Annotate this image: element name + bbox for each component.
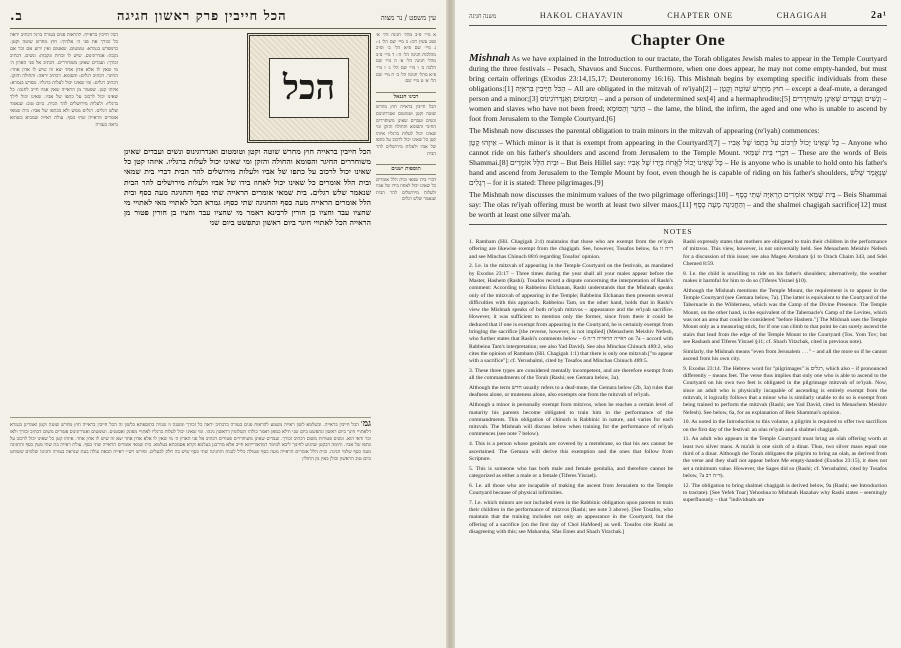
note-3b: Although the term חרש usually refers to a deaf-mute, the Gemara below (2b, 3a) rules that deafness alone, or muteness alone, also exempts one from the mitzvah of re'iyah. [469,385,673,399]
talmud-upper-section [10,33,371,411]
english-header-left: HAKOL CHAYAVIN [539,11,624,20]
note-1: 1. Rambam (Hil. Chagigah 2:4) maintains that those who are exempt from the re'iyah offering are likewise exempt from the chagigah. See, however, Tosafos below, 6a ד״ה זו and see Minchas Chinuch 88:6 regarding Tosafos' opinion. [469,239,673,260]
note-7b: Rashi expressly states that mothers are obligated to train their children in the performance of mitzvos. This view, however, is not universally held. See Menachem Meishiv Nefesh for a discussion of this issue; see also Magen Avraham §1 to Orach Chaim 343, and Sdei Chemed 8:59. [683,239,887,267]
tosafos-lower-section [10,417,371,641]
paragraph-1-text: As we have explained in the Introduction to our tractate, the Torah obligates Jewish males to appear in the Temple Courtyard during the three festivals – Pesach, Shavuos and Succos. Furthermore, when one does appear, he may not come empty-handed, but must bring certain offerings (Exodus 23:14,15,17; Deuteronomy 16:16). This Mishnah begins by exempting specific individuals from these obligations:[1] הַכֹּל חַיָּיבִין בִּרְאִיָּה – All are obligated in the mitzvah of re'iyah[2] – חוּץ מֵחֵרֵשׁ שׁוֹטֶה וְקָטָן – except a deaf-mute, a deranged person and a minor;[3] וְטוּמְטוּם וְאַנְדְּרוֹגִינוֹס – and a person of undetermined sex[4] and a hermaphrodite;[5] וְנָשִׁים וַעֲבָדִים שֶׁאֵינָן מְשׁוּחְרָרִים – women and slaves who have not been freed; הַחִגֵּר וְהַסּוּמָא – the lame, the blind, the infirm, the aged and one who is unable to ascend by foot from Jerusalem to the Temple Courtyard.[6] [469,54,888,123]
ein-mishpat-text: א מיי׳ פ״ב מהל׳ חגיגה הל׳ א׳ סמג עשין רכז: ב מיי׳ שם הל׳ ג׳: ג מיי׳ שם פ״א הל׳ ב׳ ופ״ב מהלכות חגיגה הל׳ ה׳: ד מיי׳ פ״ב מהל׳ חגיגה הל׳ א׳ ה מיי׳ שם הלכה ב׳ ו מיי׳ שם הל׳ ג׳ ז מיי׳ פ״א מהל׳ חגיגה הל׳ ב׳ ח מיי׳ שם הל׳ א׳ ט מיי׳ שם [376,33,436,85]
translation-paragraph-3: אֵיזֶהוּ קָטָן – Which minor is it that is exempt from appearing in the Courtyard?[7] – כָּל שֶׁאֵינוֹ יָכוֹל לִרְכּוֹב עַל כְּתֵפוֹ שֶׁל אָבִיו – Anyone who cannot ride on his father's shoulders and ascend from Jerusalem to the Temple Mount. דִּבְרֵי בֵּית שַׁמַּאי – These are the words of Beis Shammai.[8] וּבֵית הִלֵּל אוֹמְרִים – But Beis Hillel say: כָּל שֶׁאֵינוֹ יָכוֹל לֶאֱחוֹז בְּיָדוֹ שֶׁל אָבִיו – He is anyone who is unable to hold onto his father's hand and ascend from Jerusalem to the Temple Mount by foot, even though he is capable of riding on his father's shoulders, שֶׁנֶּאֱמַר שָׁלֹשׁ רְגָלִים – for it is stated: Three pilgrimages.[9] [469,138,888,187]
english-translation [469,53,887,220]
hebrew-page-header [10,8,436,29]
decorative-opening-word: הכל [269,58,349,118]
rashi-commentary-text: הכל חייבין בראייה. להראות פנים בעזרה ברגל דכתיב יראה כל זכורך את פני ה׳ אלהיך: חוץ מחרש שוטה וקטן. כדמפרש בגמרא: טומטום. שאטום ואין ידוע אם זכר אם נקבה: אנדרוגינוס. שיש לו זכרות ונקבות: ונשים. דכתיב זכורך: ועבדים שאינן משוחררים. דכתיב אל פני האדון ה׳ מי שאין לו אלא אדון אחד יצא זה שיש לו אדון אחר: החיגר. דכתיב רגלים: והסומא. דכתיב יראה: והחולה והזקן. דכתיב רגלים: ומי שאינו יכול לעלות ברגליו. מפרש בגמרא: איזהו קטן. שפטור מן הראייה שאין אביו חייב לחנכו: כל שאינו יכול לרכוב על כתפו של אביו. שאינו יכול לילך ברגליו: ולעלות מירושלים להר הבית. ביום טוב: שנאמר שלש רגלים. רגלים ממש ולא בכתפו של אביו: בית שמאי אומרים הראייה שתי כסף. עולת ראייה שמביא כשהוא נראה בעזרה [10,33,118,128]
hebrew-page-body [10,33,436,645]
note-8c: Similarly, the Mishnah means "even from Jerusalem . . ." – and all the more so if he cannot ascend from his own city. [683,348,887,362]
talmud-main-block [10,33,371,645]
notes-header: NOTES [469,224,887,236]
note-12: 12. The obligation to bring shalmei chagigah is derived below, 9a (Rashi; see Introduction to tractate). [See Yefeh Toar] Yehoshua to Mishnah Hazahav why Rashi states – seemingly superfluously – that "individuals are [683,482,887,504]
note-6: 6. I.e. all those who are incapable of making the ascent from Jerusalem to the Temple Courtyard because of physical infirmities. [469,482,673,496]
note-8b: Although the Mishnah mentions the Temple Mount, the requirement is to appear in the Temple Courtyard (see Gemara below, 7a). [The latter is equivalent to the Courtyard of the Tabernacle in the Wilderness, which was the Camp of the Divine Presence. The Temple Mount, on the other hand, is the equivalent of the Tabernacle's Camp of the Levites, which was not an area that could be considered "before Hashem."] The Mishnah uses the Temple Mount only as a measuring stick, for if one can climb to that point he can surely ascend the stairs that lead from the edge of the Temple Mount to the Courtyard (Tos. Yom Tov; but see Rashash and Tiferes Yisrael §11; cf. Shach Yitzchak, cited in previous note). [683,287,887,345]
rashi-commentary-column [10,33,118,411]
notes-column-right [683,239,887,569]
decorative-opening-word-frame [247,33,371,143]
hebrew-folio: ב. [10,9,23,24]
tosafos-lead-word: גמ׳ [360,419,371,429]
rabbeinu-chananel-text: הכל חייבין בראייה חוץ מחרש שוטה וקטן וטומטום ואנדרוגינוס ונשים ועבדים שאינן משוחררים החיגר והסומא והחולה והזקן ומי שאינו יכול לעלות ברגליו איזהו קטן כל שאינו יכול לרכוב על כתפו של אביו ולעלות מירושלים להר הבית [376,105,436,157]
note-9: 9. Exodus 23:14. The Hebrew word for "pilgrimages" is רגלים, which also – if pronounced differently – means feet. The verse thus implies that only one who is able to ascend to the Courtyard on his own two feet is obligated in the pilgrimage mitzvah of re'iyah. Now, since an adult who is physically incapable of ascending is entirely exempt from the mitzvah, it logically follows that a minor who is similarly unable to do so is exempt from being trained to perform the mitzvah (Rashi; see Yad David, cited in Menachem Meishiv Nefesh). See below, 6a, for an explanation of Beis Shammai's opinion. [683,365,887,416]
chapter-title: Chapter One [630,32,726,49]
translation-paragraph-2: The Mishnah now discusses the parental obligation to train minors in the mitzvah of appearing (re'iyah) commences: [469,126,820,135]
english-folio: 2a¹ [870,10,887,21]
note-2: 2. I.e. in the mitzvah of appearing in the Temple Courtyard on the festivals, as mandated by Exodus 23:17 – Three times during the year shall all your males appear before the Master, Hashem (Rashi). Tosafos record a dispute concerning the interpretation of Rashi's comment: According to Rabbeinu Elchanan, Rashi understands that the Mishnah speaks only of the mitzvah of appearing in the Temple; Rabbeinu Elchanan then presents several difficulties with this approach. Rabbeinu Tam, on the other hand, holds that in Rashi's view the Mishnah speaks of both re'iyah mitzvos – appearance and the re'iyah sacrifice. However, it was sufficient to mention only the former, since from there it could be deduced that if one is exempt from appearing in the Courtyard, he is certainly exempt from bringing the sacrifice [the reverse, however, is not implied] (Menachem Meishiv Nefesh, who further states that Rashi's comments below – ראייה הראייה ד״ה 6 on 7a – accord with Rabbeinu Tam's interpretation; see also Yad David). See also Minchas Chinuch 489:2, who cites the opinion of Rambam (Hil. Chagigah 1:1) that there is only one mitzvah ["to appear with a sacrifice"]; cf. Yerushalmi, cited by Tosafos and Minchas Chinuch 489:5. [469,263,673,365]
tosafos-yeshanim-text: דברי בית שמאי ובית הלל אומרים כל שאינו יכול לאחוז בידו של אביו ולעלות מירושלים להר הבית שנאמר שלש רגלים [376,177,436,203]
tosafos-text: הכל חייבין בראייה. ובשלמא לשון ראייה משמע להראות פנים בעזרה כדכתיב יראה כל זכורך ומשנה זו שנויה בתוספתא בלשון זה הכל חייבין בראייה חוץ מחרש שוטה וקטן ואמרינן בגמרא דלאתויי חיגר ביום ראשון ונתפשט ביום שני ודלא כמאן דאמר כולהו תשלומין דראשון נינהו. ומי שאינו יכול לעלות ברגליו לאתויי מפונק ואסטניס. וטומטום ואנדרוגינוס פטורים משום דכתיב זכורך ולאו זכר ודאי הוא. ונשים פטורות משום דכתיב זכורך. ועבדים שאינן משוחררים פטורים דכתיב אל פני האדון ה׳ מי שאין לו אלא אדון אחד יצא זה שיש לו אדון אחר. איזהו קטן כל שאינו יכול לרכוב על כתפו של אביו. ותימה דבקטן שהגיע לחינוך ליכא למימר דמדאורייתא חייב אלא מדרבנן בעלמא וקרא אסמכתא בעלמא. בית שמאי אומרים הראייה שתי כסף. עולת ראייה בת שתי מעין כסף והחגיגה מעה כסף שלמי חגיגה. ובית הלל אומרים הראייה מעה כסף שעולה כליל לגבוה והחגיגה שתי כסף שיש בה חלק לבעלים. ופירש רש״י ראייה הבאת עולה בעת שנראה בעזרה וחגיגה שלמים ששוחט ביום טוב הראשון וכולן באין מן החולין [10,423,371,462]
tosafos-yeshanim-heading: תוספות ישנים [376,164,436,175]
note-5: 5. This is someone who has both male and female genitalia, and therefore cannot be categorized as either a male or a female (Tiferes Yisrael). [469,465,673,479]
note-3c: Although a minor is personally exempt from mitzvos, when he reaches a certain level of maturity his parents become obligated to train him in the performance of the commandments. This obligation of chinuch is Rabbinic in nature, and varies for each mitzvah. The Mishnah will discuss below when training for the performance of re'iyah commences (see note 7 below). [469,402,673,438]
english-header-center: CHAPTER ONE [667,11,734,20]
note-4: 4. This is a person whose genitals are covered by a membrane, so that his sex cannot be ascertained. The Gemara will derive this exemption and the ones that follow from Scripture. [469,441,673,462]
ein-mishpat-column [376,33,436,645]
mishnah-label: Mishnah [469,52,510,64]
english-side-note: משנה חגיגה [469,14,497,20]
english-running-header [469,10,887,26]
note-11: 11. An adult who appears in the Temple Courtyard must bring an olah offering worth at least two silver maos. A ma'ah is one sixth of a dinar. Thus, two silver maos equal one third of a dinar. Although the Torah obligates the pilgrim to bring an olah, as derived from the verse and they shall not appear before Me empty-handed (Exodus 23:15), it does not set a minimum value. However, the Sages did so (Rashi; cf. Yerushalmi, cited by Tosafos below, 7a ד״ה רב). [683,436,887,479]
rabbeinu-chananel-heading: רבינו חננאל [376,92,436,103]
note-10: 10. As noted in the Introduction to this volume, a pilgrim is required to offer two sacrifices on the first day of the festival: an olas re'iyah and a shalmei chagigah. [683,419,887,433]
hebrew-page-title: הכל חייבין פרק ראשון חגיגה [116,9,287,24]
mishna-gemara-column [124,33,371,411]
hebrew-side-label: עין משפט / נר מצוה [380,14,436,22]
mishna-text: הכל חייבין בראייה חוץ מחרש שוטה וקטן וטומטום ואנדרוגינוס ונשים ועבדים שאינן משוחררים החיגר והסומא והחולה והזקן ומי שאינו יכול לעלות ברגליו. איזהו קטן כל שאינו יכול לרכוב על כתפו של אביו ולעלות מירושלים להר הבית דברי בית שמאי ובית הלל אומרים כל שאינו יכול לאחוז בידו של אביו ולעלות מירושלים להר הבית שנאמר שלש רגלים. בית שמאי אומרים הראייה שתי כסף והחגיגה מעה כסף ובית הלל אומרים הראייה מעה כסף והחגיגה שתי כסף: גמרא הכל לאתויי מאי לאתויי מי שחציו עבד וחציו בן חורין לרבינא דאמר מי שחציו עבד וחציו בן חורין פטור מן הראייה הכל לאתויי חיגר ביום ראשון ונתפשט ביום שני [124,147,371,228]
note-7: 7. I.e. which minors are not included even in the Rabbinic obligation upon parents to train their children in the performance of mitzvos (Rashi; see note 3 above). [See Tosafos, who maintain that the training includes not only an appearance in the Courtyard, but the offering of a sacrifice [on the first day of Chol HaMoed] as well. Tosafos cite Rashi as disagreeing with this; see Maharsha, Sfas Emes and Shach Yitzchak.] [469,499,673,535]
notes-section [469,239,887,569]
english-header-right: CHAGIGAH [776,11,828,20]
english-page [455,0,901,648]
translation-paragraph-4: The Mishnah now discusses the minimum values of the two pilgrimage offerings:[10] – בֵּית שַׁמַּאי אוֹמְרִים הָרְאִיָּה שְׁתֵּי כֶסֶף – Beis Shammai say: The olas re'iyah offering must be worth at least two silver maos,[11] וְהַחֲגִיגָה מָעָה כֶסֶף – and the shalmei chagigah sacrifice[12] must be worth at least one silver ma'ah. [469,190,887,219]
notes-column-left [469,239,673,569]
note-3: 3. These three types are considered mentally incompetent, and are therefore exempt from all the commandments of the Torah (Rashi; see Gemara below, 3a). [469,368,673,382]
hebrew-page [0,0,446,648]
book-gutter [446,0,455,648]
note-8: 8. I.e. the child is unwilling to ride on his father's shoulders; alternatively, the weather makes it harmful for him to do so (Tiferes Yisrael §10). [683,270,887,284]
translation-paragraph-1 [469,53,887,124]
